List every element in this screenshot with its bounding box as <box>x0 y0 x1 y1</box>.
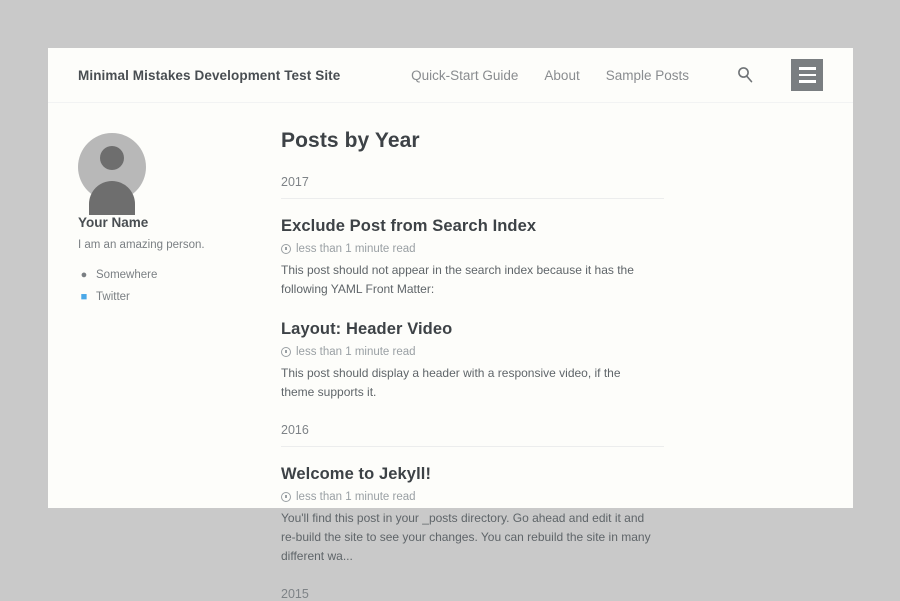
year-heading-next-partial: 2015 <box>281 587 309 601</box>
archive-item-excerpt: This post should not appear in the search index because it has the following YAML Front Matter: <box>281 263 634 296</box>
avatar <box>78 133 146 201</box>
author-bio: I am an amazing person. <box>78 239 205 251</box>
year-heading-2017: 2017 <box>281 175 664 199</box>
year-heading-2016: 2016 <box>281 423 664 447</box>
archive-item[interactable] <box>281 320 823 401</box>
archive-item-excerpt: This post should display a header with a responsive video, if the theme supports it. <box>281 366 621 399</box>
clock-icon <box>281 347 291 357</box>
archive-item-title[interactable]: Welcome to Jekyll! <box>281 465 432 484</box>
page-title: Posts by Year <box>281 129 420 152</box>
nav-link-about[interactable]: About <box>544 67 580 83</box>
archive-item-meta <box>281 243 823 255</box>
archive-item-read-time: less than 1 minute read <box>296 243 416 255</box>
archive-item-meta <box>281 346 823 358</box>
author-location <box>78 269 253 281</box>
nav-link-quick-start-guide[interactable]: Quick-Start Guide <box>411 67 519 83</box>
search-icon[interactable] <box>733 63 757 87</box>
archive-item[interactable] <box>281 465 823 565</box>
nav-link-sample-posts[interactable]: Sample Posts <box>605 67 689 83</box>
clock-icon <box>281 244 291 254</box>
author-twitter-link[interactable]: Twitter <box>96 291 130 304</box>
archive-item-read-time: less than 1 minute read <box>296 346 416 359</box>
site-title[interactable]: Minimal Mistakes Development Test Site <box>78 67 341 83</box>
author-sidebar <box>78 129 253 597</box>
hamburger-menu-icon[interactable] <box>791 59 823 91</box>
archive-item-excerpt: You'll find this post in your _posts directory. Go ahead and edit it and re-build the site to see your changes. You can rebuild the site in many different wa... <box>281 511 651 563</box>
archive-item-title[interactable]: Layout: Header Video <box>281 320 453 339</box>
primary-navigation <box>411 59 823 91</box>
archive-item-title[interactable]: Exclude Post from Search Index <box>281 217 537 235</box>
masthead <box>48 48 853 103</box>
twitter-icon: ■ <box>80 290 88 303</box>
content-wrapper <box>48 103 853 601</box>
author-twitter[interactable] <box>78 291 253 303</box>
archive-item-read-time: less than 1 minute read <box>296 491 416 504</box>
map-marker-icon: ●﻿ <box>80 268 88 281</box>
archive-item-meta <box>281 491 823 503</box>
archive-main <box>253 129 823 601</box>
author-location-label: Somewhere <box>96 269 158 282</box>
archive-item[interactable] <box>281 217 823 298</box>
author-name: Your Name <box>78 215 149 230</box>
clock-icon <box>281 492 291 502</box>
site-page <box>48 48 853 601</box>
